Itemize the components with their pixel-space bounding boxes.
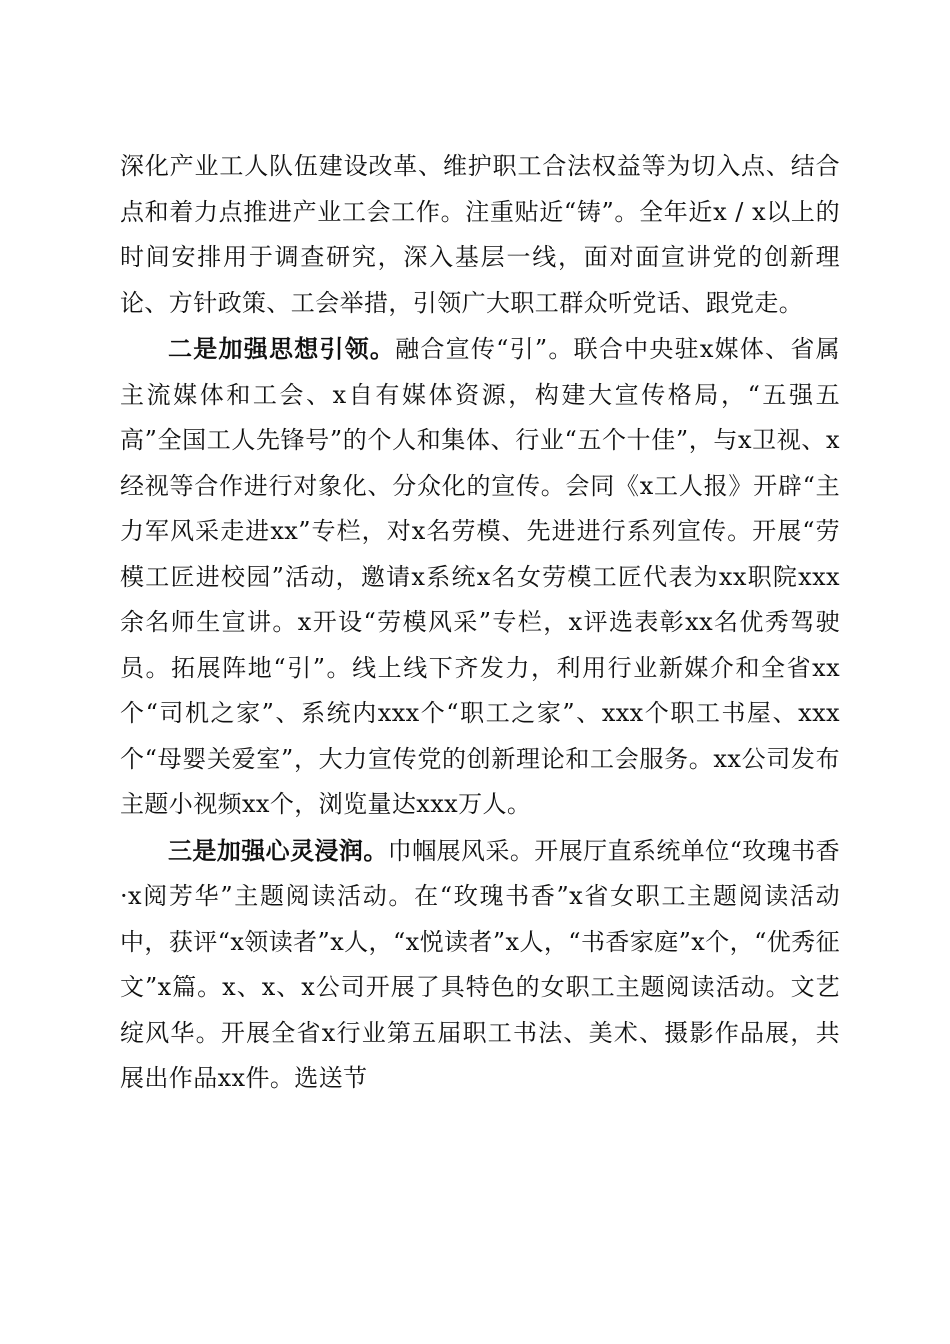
paragraph-heading: 二是加强思想引领。 <box>168 334 396 363</box>
paragraph-text: 深化产业工人队伍建设改革、维护职工合法权益等为切入点、结合点和着力点推进产业工会工作。注重贴近“铸”。全年近x / x以上的时间安排用于调查研究，深入基层一线，面对面宣讲党的创新理论、方针政策、工会举措，引领广大职工群众听党话、跟党走。 <box>120 152 840 317</box>
paragraph-heading: 三是加强心灵浸润。 <box>168 835 388 865</box>
paragraph-continuation <box>120 144 840 326</box>
document-body <box>120 144 840 1102</box>
paragraph-thought-guidance <box>120 326 840 828</box>
paragraph-text: 融合宣传“引”。联合中央驻x媒体、省属主流媒体和工会、x自有媒体资源，构建大宣传格局，“五强五高”全国工人先锋号”的个人和集体、行业“五个十佳”，与x卫视、x经视等合作进行对象化、分众化的宣传。会同《x工人报》开辟“主力军风采走进xx”专栏，对x名劳模、先进进行系列宣传。开展“劳模工匠进校园”活动，邀请x系统x名女劳模工匠代表为xx职院xxx余名师生宣讲。x开设“劳模风采”专栏，x评选表彰xx名优秀驾驶员。拓展阵地“引”。线上线下齐发力，利用行业新媒介和全省xx个“司机之家”、系统内xxx个“职工之家”、xxx个职工书屋、xxx个“母婴关爱室”，大力宣传党的创新理论和工会服务。xx公司发布主题小视频xx个，浏览量达xxx万人。 <box>120 335 840 818</box>
paragraph-spiritual-nurture <box>120 828 840 1102</box>
paragraph-text: 巾帼展风采。开展厅直系统单位“玫瑰书香·x阅芳华”主题阅读活动。在“玫瑰书香”x省女职工主题阅读活动中，获评“x领读者”x人，“x悦读者”x人，“书香家庭”x个，“优秀征文”x篇。x、x、x公司开展了具特色的女职工主题阅读活动。文艺绽风华。开展全省x行业第五届职工书法、美术、摄影作品展，共展出作品xx件。选送节 <box>120 836 840 1092</box>
